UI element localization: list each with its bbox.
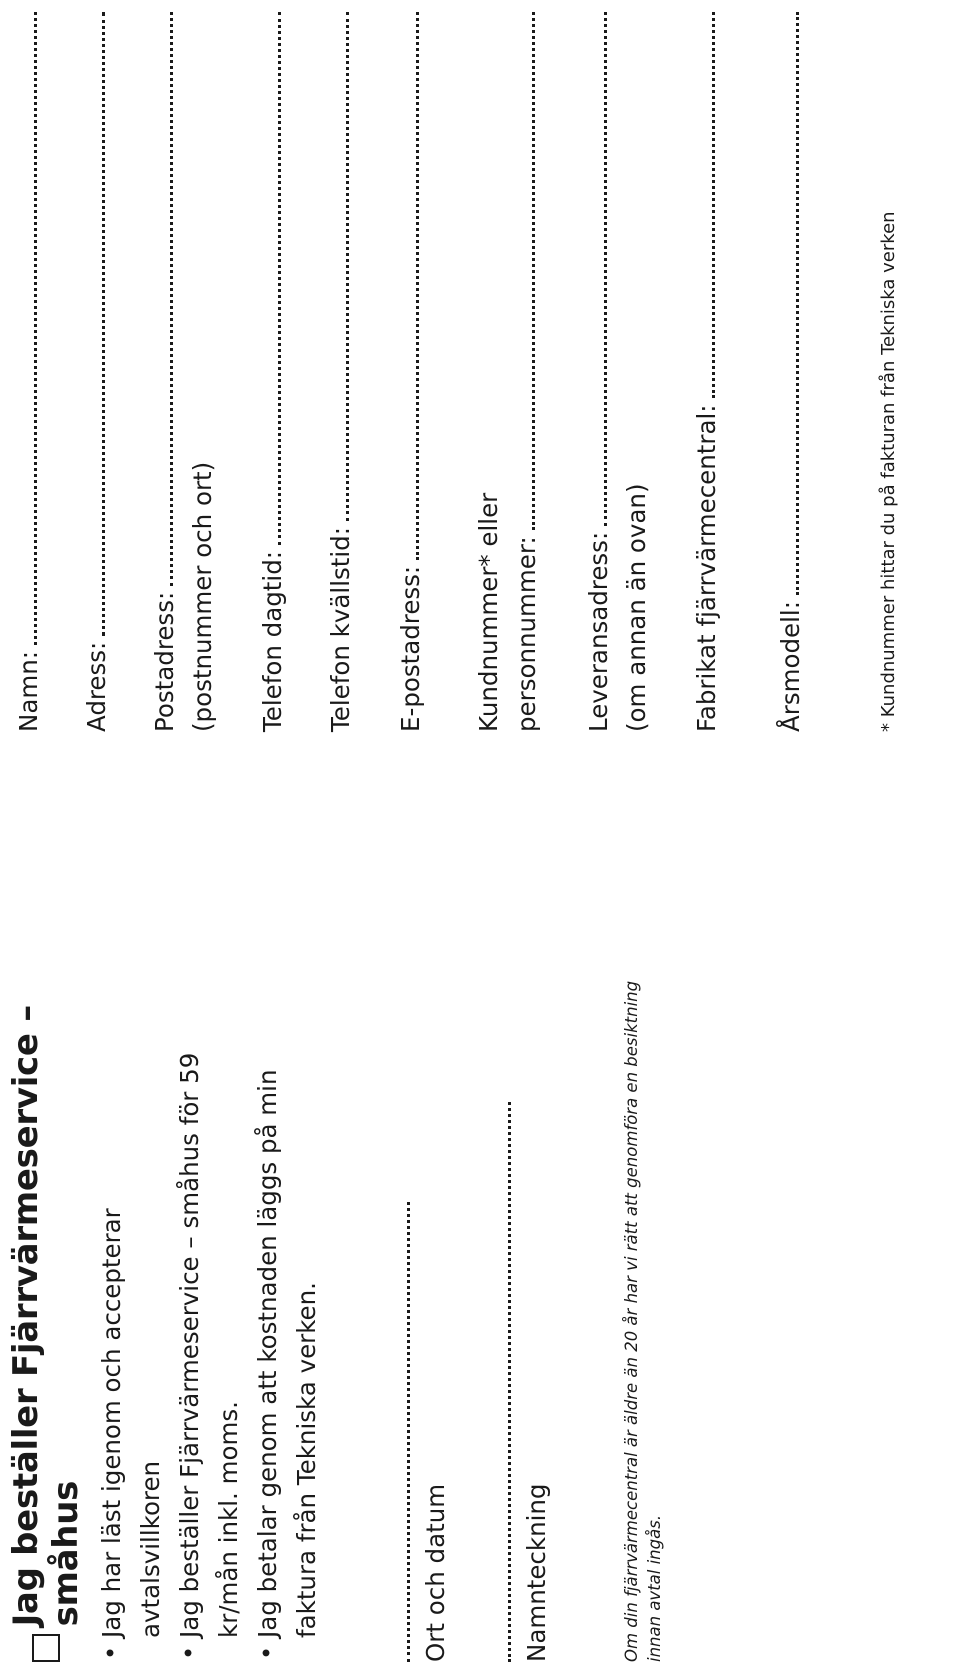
- name-input-line[interactable]: [34, 12, 37, 645]
- email-label: E-postadress:: [396, 565, 425, 732]
- terms-item: • Jag beställer Fjärrvärmeservice – småhus för 59 kr/mån inkl. moms.: [170, 1038, 248, 1662]
- phone-day-label: Telefon dagtid:: [258, 550, 287, 732]
- phone-day-input-line[interactable]: [278, 12, 281, 545]
- delivery-address-field: [584, 12, 613, 732]
- terms-item: • Jag betalar genom att kostnaden läggs på min faktura från Tekniska verken.: [248, 1038, 326, 1662]
- name-label: Namn:: [14, 651, 43, 732]
- terms-item: • Jag har läst igenom och accepterar avtalsvillkoren: [92, 1038, 170, 1662]
- customer-number-label: Kundnummer* eller: [474, 492, 503, 732]
- address-field: [82, 12, 111, 732]
- personal-number-label: personnummer:: [512, 536, 541, 732]
- delivery-hint: (om annan än ovan): [622, 483, 651, 732]
- delivery-address-input-line[interactable]: [604, 12, 607, 526]
- phone-evening-field: [326, 12, 355, 732]
- place-date-line[interactable]: [407, 1202, 410, 1662]
- terms-list: [92, 1038, 326, 1662]
- postal-label: Postadress:: [150, 591, 179, 732]
- personal-number-field: [512, 12, 541, 732]
- model-year-field: [776, 12, 805, 732]
- phone-day-field: [258, 12, 287, 732]
- personal-number-input-line[interactable]: [532, 12, 535, 530]
- manufacturer-field: [692, 12, 721, 732]
- model-year-input-line[interactable]: [796, 12, 799, 595]
- phone-evening-input-line[interactable]: [346, 12, 349, 521]
- model-year-label: Årsmodell:: [776, 601, 805, 732]
- postal-hint: (postnummer och ort): [188, 461, 217, 732]
- email-field: [396, 12, 425, 732]
- email-input-line[interactable]: [416, 12, 419, 560]
- postal-input-line[interactable]: [170, 12, 173, 586]
- address-input-line[interactable]: [102, 12, 105, 636]
- delivery-address-label: Leveransadress:: [584, 531, 613, 732]
- place-date-label: Ort och datum: [421, 1483, 450, 1662]
- manufacturer-label: Fabrikat fjärrvärmecentral:: [692, 404, 721, 732]
- name-field: [14, 12, 43, 732]
- postal-field: [150, 12, 179, 732]
- inspection-note: Om din fjärrvärmecentral är äldre än 20 år har vi rätt att genomföra en besiktning innan avtal ingås.: [622, 980, 664, 1662]
- order-checkbox[interactable]: [32, 1634, 60, 1662]
- phone-evening-label: Telefon kvällstid:: [326, 527, 355, 732]
- order-title-row: [6, 862, 86, 1662]
- order-title: Jag beställer Fjärrvärmeservice – småhus: [6, 1005, 86, 1627]
- signature-label: Namnteckning: [522, 1483, 551, 1662]
- customer-number-footnote: * Kundnummer hittar du på fakturan från Tekniska verken: [878, 211, 899, 732]
- manufacturer-input-line[interactable]: [712, 12, 715, 398]
- signature-line[interactable]: [508, 1102, 511, 1662]
- address-label: Adress:: [82, 641, 111, 732]
